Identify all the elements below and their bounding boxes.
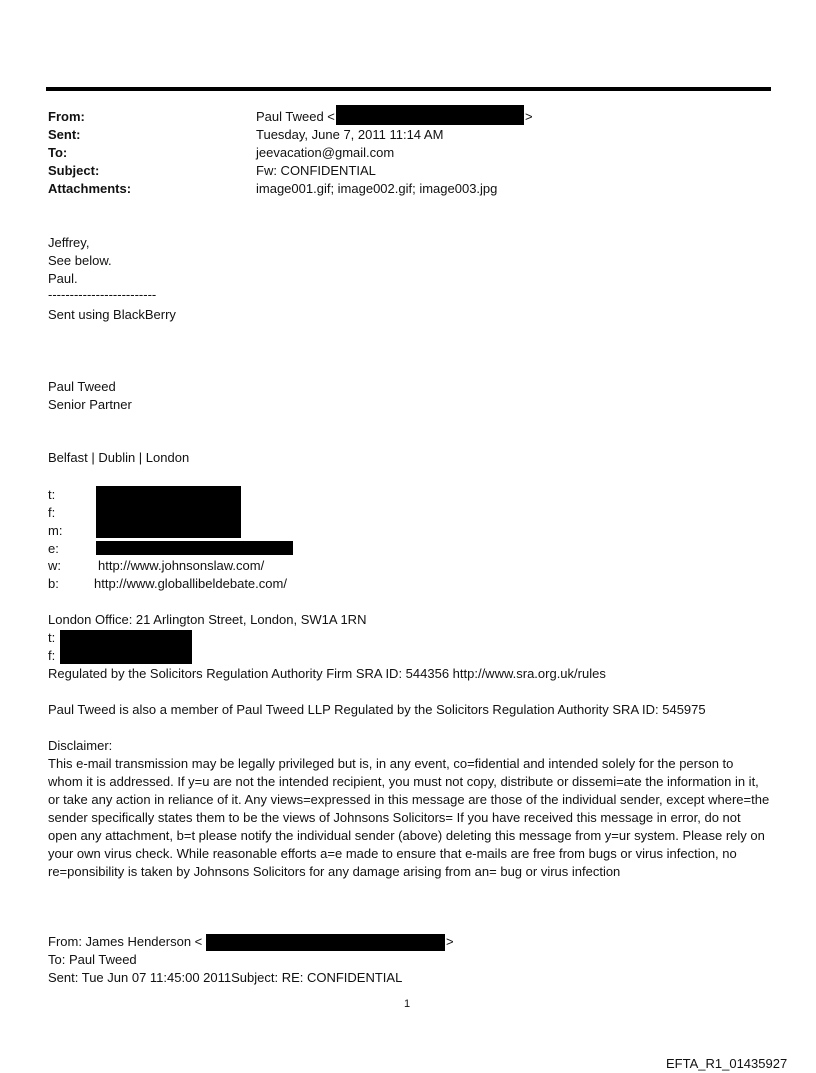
body-line-2: Paul. [48, 271, 78, 286]
to-value: jeevacation@gmail.com [256, 145, 395, 160]
website-link[interactable]: http://www.johnsonslaw.com/ [98, 558, 265, 573]
greeting: Jeffrey, [48, 235, 90, 250]
attachments-label: Attachments: [48, 181, 132, 196]
to-label: To: [48, 145, 68, 160]
disclaimer-text: This e-mail transmission may be legally privileged but is, in any event, co=fidential and intended solely for the person to whom it is addressed. If y=u are not the intended recipient, you must not copy, distribute or dissemi=ate the information in it, or take any action in reliance of it. Any views=expressed in this message are those of the individual sender, except where=the sender specifically states them to be the views of Johnsons Solicitors= If you have received this message in error, do not open any attachment, b=t please notify the individual sender (above) deleting this message from y=ur system. Please rely on your own virus check. While reasonable efforts a=e made to ensure that e-mails are free from bugs or virus infection, no re=ponsibility is taken by Johnsons Solicitors for any damage arising from an= bug or virus infection [48, 756, 770, 879]
signature-name: Paul Tweed [48, 379, 116, 394]
subject-value: Fw: CONFIDENTIAL [256, 163, 376, 178]
from-label: From: [48, 109, 85, 124]
page-number: 1 [404, 998, 411, 1010]
contact-w-label: w: [48, 558, 61, 573]
redaction-from-email [336, 105, 524, 125]
contact-m-label: m: [48, 523, 63, 538]
london-office: London Office: 21 Arlington Street, London, SW1A 1RN [48, 612, 367, 627]
forwarded-from-close: > [446, 934, 454, 949]
separator: ------------------------- [48, 287, 157, 302]
from-close: > [525, 109, 533, 124]
redaction-phone-numbers [96, 486, 241, 538]
document-id: EFTA_R1_01435927 [666, 1056, 788, 1071]
body-line-1: See below. [48, 253, 112, 268]
subject-label: Subject: [48, 163, 100, 178]
regulated-line: Regulated by the Solicitors Regulation Authority Firm SRA ID: 544356 http://www.sra.org.uk/rules [48, 666, 606, 681]
signature-title: Senior Partner [48, 397, 132, 412]
from-value: Paul Tweed < [256, 109, 335, 124]
forwarded-from: From: James Henderson < [48, 934, 203, 949]
redaction-london-numbers [60, 630, 192, 664]
london-f-label: f: [48, 648, 56, 663]
sent-using: Sent using BlackBerry [48, 307, 176, 322]
contact-e-label: e: [48, 541, 59, 556]
member-line: Paul Tweed is also a member of Paul Tweed LLP Regulated by the Solicitors Regulation Authority SRA ID: 545975 [48, 702, 706, 717]
contact-t-label: t: [48, 487, 56, 502]
offices: Belfast | Dublin | London [48, 450, 190, 465]
sent-value: Tuesday, June 7, 2011 11:14 AM [256, 127, 444, 142]
header-rule [46, 87, 771, 91]
attachments-value: image001.gif; image002.gif; image003.jpg [256, 181, 498, 196]
blog-link[interactable]: http://www.globallibeldebate.com/ [94, 576, 287, 591]
forwarded-to: To: Paul Tweed [48, 952, 137, 967]
redaction-email [96, 541, 293, 555]
london-t-label: t: [48, 630, 56, 645]
sent-label: Sent: [48, 127, 81, 142]
disclaimer-label: Disclaimer: [48, 738, 113, 753]
contact-f-label: f: [48, 505, 56, 520]
redaction-forwarded-email [206, 934, 445, 951]
contact-b-label: b: [48, 576, 59, 591]
forwarded-sent-subject: Sent: Tue Jun 07 11:45:00 2011Subject: RE: CONFIDENTIAL [48, 970, 403, 985]
